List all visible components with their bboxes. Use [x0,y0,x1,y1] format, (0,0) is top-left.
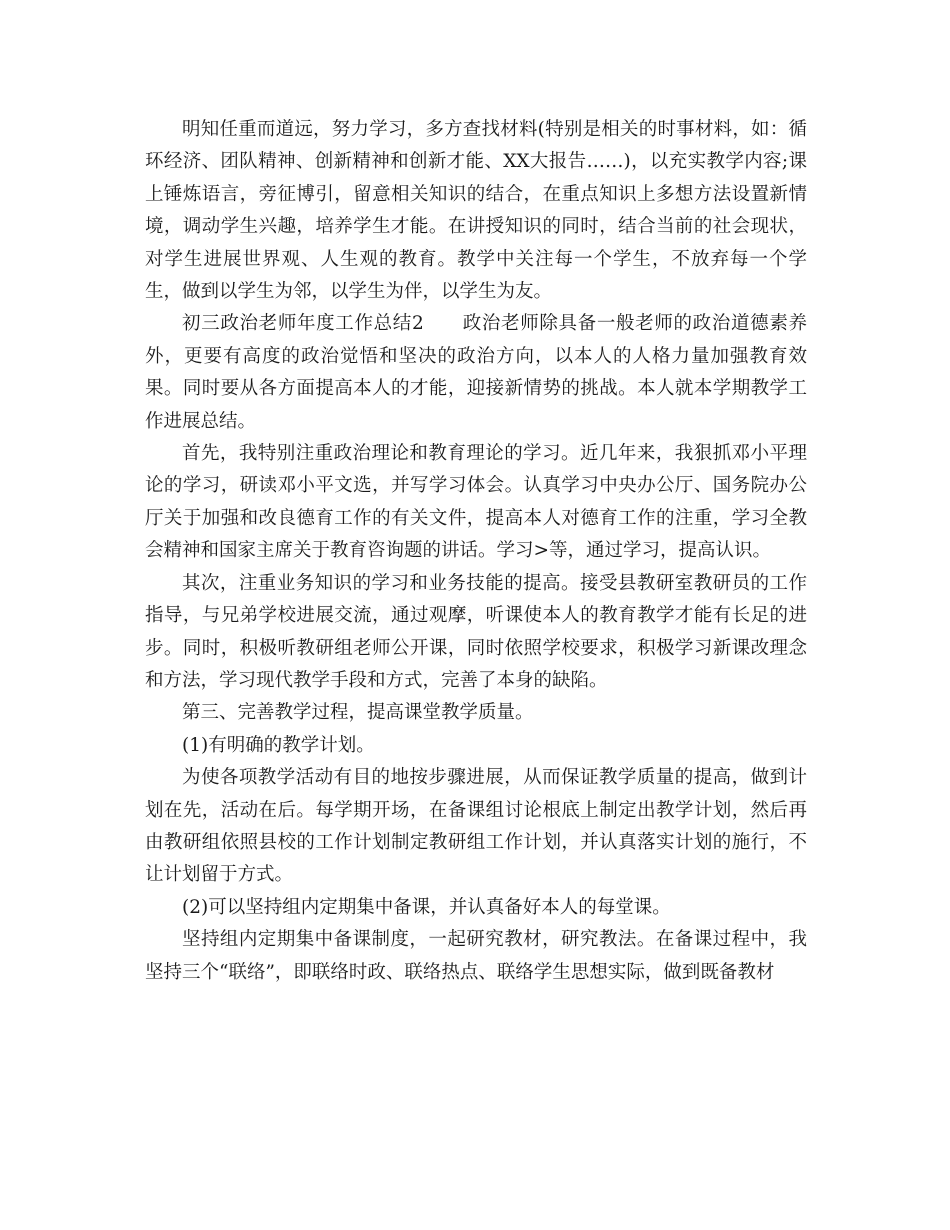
paragraph-9: 坚持组内定期集中备课制度，一起研究教材，研究教法。在备课过程中，我坚持三个“联络”，即联络时政、联络热点、联络学生思想实际，做到既备教材 [145,929,807,983]
paragraph-1: 明知任重而道远，努力学习，多方查找材料(特别是相关的时事材料，如：循环经济、团队精神、创新精神和创新才能、XX大报告……)，以充实教学内容;课上锤炼语言，旁征博引，留意相关知识的结合，在重点知识上多想方法设置新情境，调动学生兴趣，培养学生才能。在讲授知识的同时，结合当前的社会现状，对学生进展世界观、人生观的教育。教学中关注每一个学生，不放弃每一个学生，做到以学生为邻，以学生为伴，以学生为友。 [145,119,807,303]
paragraph-2: 初三政治老师年度工作总结2 政治老师除具备一般老师的政治道德素养外，更要有高度的政治觉悟和坚决的政治方向，以本人的人格力量加强教育效果。同时要从各方面提高本人的才能，迎接新情势的挑战。本人就本学期教学工作进展总结。 [145,313,807,432]
paragraph-6: (1)有明确的教学计划。 [182,734,375,756]
paragraph-4: 其次，注重业务知识的学习和业务技能的提高。接受县教研室教研员的工作指导，与兄弟学校进展交流，通过观摩，听课使本人的教育教学才能有长足的进步。同时，积极听教研组老师公开课，同时依照学校要求，积极学习新课改理念和方法，学习现代教学手段和方式，完善了本身的缺陷。 [145,572,807,691]
paragraph-5: 第三、完善教学过程，提高课堂教学质量。 [182,702,534,724]
paragraph-8: (2)可以坚持组内定期集中备课，并认真备好本人的每堂课。 [182,896,671,918]
document-body [145,114,807,989]
paragraph-7: 为使各项教学活动有目的地按步骤进展，从而保证教学质量的提高，做到计划在先，活动在后。每学期开场，在备课组讨论根底上制定出教学计划，然后再由教研组依照县校的工作计划制定教研组工作计划，并认真落实计划的施行，不让计划留于方式。 [145,767,807,886]
paragraph-3: 首先，我特别注重政治理论和教育理论的学习。近几年来，我狠抓邓小平理论的学习，研读邓小平文选，并写学习体会。认真学习中央办公厅、国务院办公厅关于加强和改良德育工作的有关文件，提高本人对德育工作的注重，学习全教会精神和国家主席关于教育咨询题的讲话。学习>等，通过学习，提高认识。 [145,443,807,562]
